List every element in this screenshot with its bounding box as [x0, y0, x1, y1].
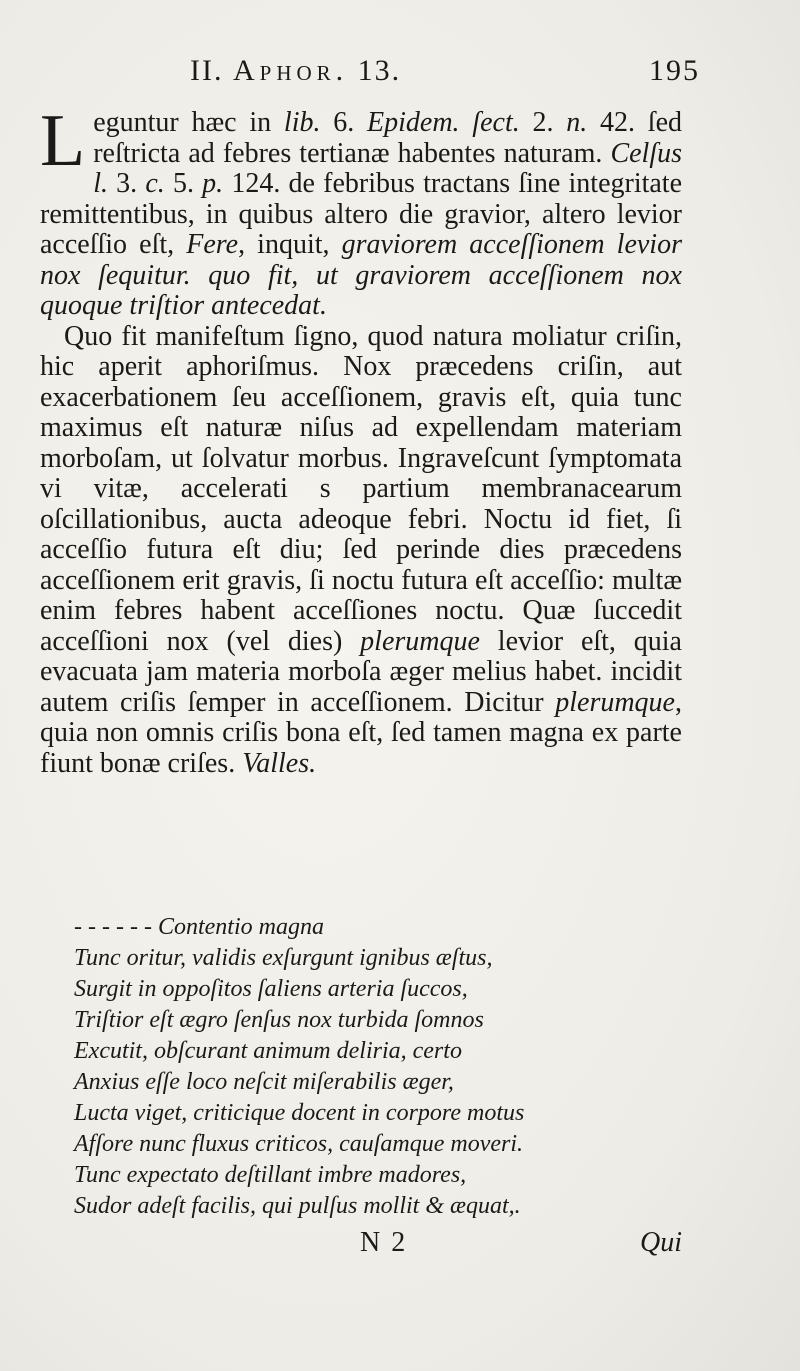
- text-run: 124. de febribus tractans ſine integritate remittentibus, in quibus altero die gravior, altero levior acceſſio eſt,: [40, 168, 683, 260]
- page-header: [190, 54, 700, 94]
- verse-line: Lucta viget, criticique docent in corpore motus: [74, 1100, 525, 1126]
- verse-line: Afſore nunc fluxus criticos, cauſamque moveri.: [74, 1131, 524, 1157]
- page-number: 195: [649, 54, 700, 87]
- verse-line: - - - - - - Contentio magna: [74, 914, 324, 940]
- text-run: , inquit,: [238, 229, 342, 260]
- main-text: [40, 100, 683, 779]
- verse-line: Tunc expectato deſtillant imbre madores,: [74, 1162, 467, 1188]
- italic-run: Epidem. ſect.: [367, 107, 520, 138]
- italic-run: Celſus l.: [93, 137, 682, 199]
- text-run: 3.: [107, 168, 146, 199]
- italic-run: plerumque: [360, 625, 480, 657]
- verse-line: Surgit in oppoſitos ſaliens arteria ſuccos,: [74, 976, 468, 1002]
- catchword: Qui: [640, 1227, 682, 1258]
- italic-run: p.: [202, 168, 224, 199]
- verse-line: Anxius eſſe loco neſcit miſerabilis æger,: [74, 1069, 454, 1095]
- signature-mark: N 2: [360, 1227, 408, 1258]
- page-footer: [40, 1227, 682, 1267]
- verse-line: Sudor adeſt facilis, qui pulſus mollit & æquat,.: [74, 1193, 521, 1219]
- italic-run: Fere: [186, 229, 239, 260]
- running-title: [190, 54, 401, 88]
- italic-run: lib.: [283, 107, 321, 138]
- text-run: 5.: [164, 168, 203, 199]
- italic-run: c.: [145, 168, 165, 199]
- verse-line: Triſtior eſt ægro ſenſus nox turbida ſomnos: [74, 1007, 484, 1033]
- text-run: eguntur hæc in: [93, 107, 284, 138]
- text-run: 2.: [519, 107, 567, 138]
- running-title-number: 13.: [357, 54, 402, 87]
- italic-run: plerumque: [555, 686, 675, 718]
- verse-line: Tunc oritur, validis exſurgunt ignibus æſtus,: [74, 945, 493, 971]
- text-run: levior eſt, quia evacuata jam materia morboſa æger melius habet. incidit autem criſis ſemper in acceſſionem. Dicitur: [40, 625, 682, 718]
- italic-run: Valles.: [242, 747, 317, 779]
- paragraph-2: [40, 322, 682, 780]
- text-run: , quia non omnis criſis bona eſt, ſed tamen magna ex parte fiunt bonæ criſes.: [40, 686, 682, 779]
- drop-capital: L: [40, 100, 86, 182]
- running-title-prefix: II.: [190, 54, 224, 87]
- text-run: 42. ſed reſtricta ad febres tertianæ habentes naturam.: [93, 107, 683, 169]
- verse-quotation: [74, 912, 674, 1222]
- italic-run: n.: [566, 107, 588, 138]
- italic-run: graviorem acceſſionem levior nox ſequitur. quo fit, ut graviorem acceſſionem nox quoque triſtior antecedat.: [40, 229, 682, 321]
- text-run: Quo fit manifeſtum ſigno, quod natura moliatur criſin, hic aperit aphoriſmus. Nox præcedens criſin, aut exacerbationem ſeu acceſſionem, gravis eſt, quia tunc maximus eſt naturæ niſus ad expellendam materiam morboſam, ut ſolvatur morbus. Ingraveſcunt ſymptomata vi vitæ, accelerati s partium membranacearum oſcillationibus, aucta adeoque febri. Noctu id fiet, ſi acceſſio futura eſt diu; ſed perinde dies præcedens acceſſionem erit gravis, ſi noctu futura eſt acceſſio: multæ enim febres habent acceſſiones noctu. Quæ ſuccedit acceſſioni nox (vel dies): [40, 320, 682, 657]
- verse-line: Excutit, obſcurant animum deliria, certo: [74, 1038, 462, 1064]
- running-title-word: Aphor.: [232, 54, 349, 87]
- text-run: 6.: [320, 107, 368, 138]
- paragraph-1: [40, 100, 683, 322]
